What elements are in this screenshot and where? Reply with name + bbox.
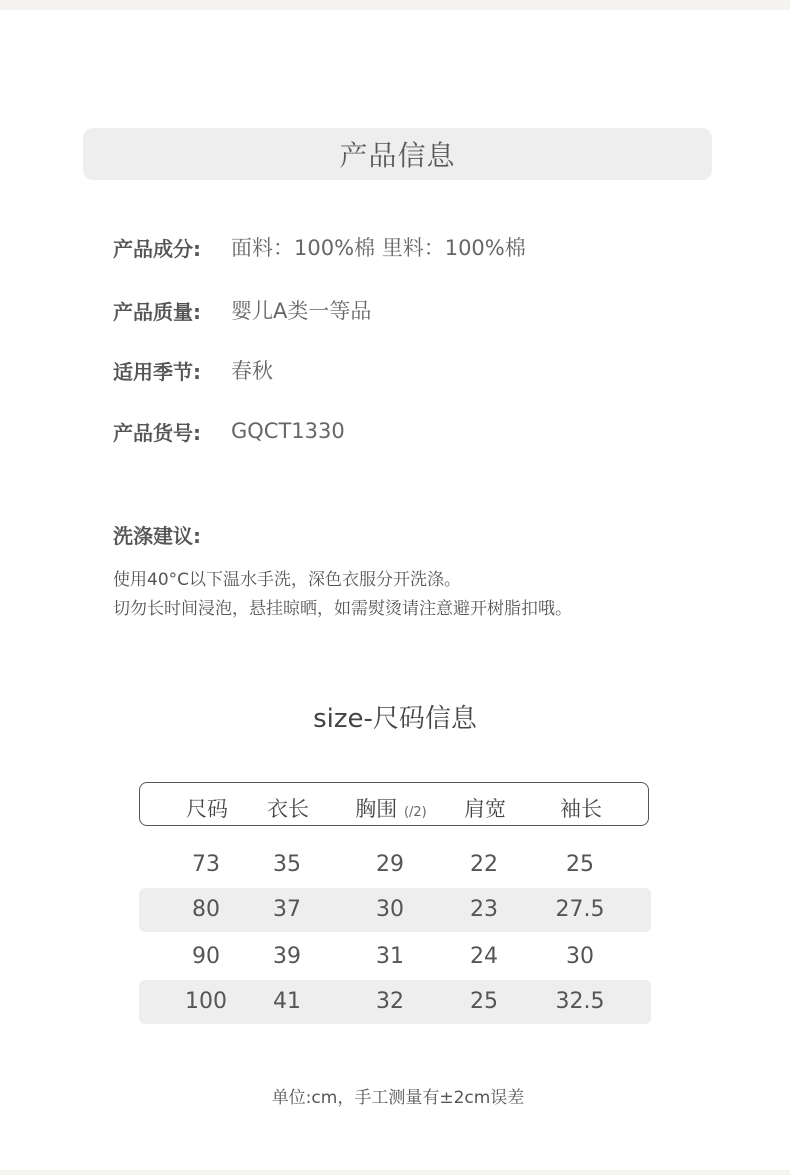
cell-length: 35	[273, 852, 301, 877]
product-info-title: 产品信息	[339, 139, 456, 172]
cell-shoulder: 25	[470, 989, 498, 1014]
info-row-composition	[113, 232, 526, 262]
cell-chest: 32	[376, 989, 404, 1014]
table-row	[139, 980, 651, 1024]
product-info-header	[83, 128, 712, 180]
composition-value: 面料：100%棉 里料：100%棉	[231, 236, 526, 260]
info-row-season	[113, 355, 273, 385]
washing-title: 洗涤建议:	[113, 524, 201, 548]
cell-size: 100	[185, 989, 227, 1014]
table-row	[139, 843, 651, 887]
cell-sleeve: 30	[566, 944, 594, 969]
cell-size: 90	[192, 944, 220, 969]
cell-shoulder: 22	[470, 852, 498, 877]
composition-label: 产品成分:	[113, 236, 201, 261]
cell-shoulder: 23	[470, 897, 498, 922]
cell-size: 80	[192, 897, 220, 922]
item-number-label: 产品货号:	[113, 420, 201, 445]
cell-sleeve: 27.5	[555, 897, 605, 922]
header-sleeve: 袖长	[560, 797, 602, 821]
cell-shoulder: 24	[470, 944, 498, 969]
header-shoulder: 肩宽	[464, 797, 506, 821]
top-border-strip	[0, 0, 790, 10]
cell-sleeve: 32.5	[555, 989, 605, 1014]
table-row	[139, 935, 651, 979]
bottom-border-strip	[0, 1170, 790, 1175]
info-row-item-number	[113, 416, 345, 446]
header-chest	[336, 793, 446, 823]
header-size: 尺码	[186, 797, 228, 821]
washing-line-1: 使用40°C以下温水手洗，深色衣服分开洗涤。	[113, 570, 462, 590]
season-label: 适用季节:	[113, 359, 201, 384]
quality-label: 产品质量:	[113, 299, 201, 324]
table-row	[139, 888, 651, 932]
washing-line-2: 切勿长时间浸泡，悬挂晾晒，如需熨烫请注意避开树脂扣哦。	[113, 599, 572, 619]
season-value: 春秋	[231, 359, 273, 383]
header-chest-label: 胸围	[355, 797, 398, 821]
size-info-title: size-尺码信息	[313, 704, 477, 734]
info-row-quality	[113, 295, 371, 325]
quality-value: 婴儿A类一等品	[231, 299, 372, 323]
cell-sleeve: 25	[566, 852, 594, 877]
measurement-note: 单位:cm，手工测量有±2cm误差	[271, 1088, 525, 1108]
cell-chest: 31	[376, 944, 404, 969]
cell-chest: 30	[376, 897, 404, 922]
item-number-value: GQCT1330	[231, 419, 345, 443]
size-table-header	[139, 782, 649, 826]
header-length: 衣长	[267, 797, 309, 821]
cell-chest: 29	[376, 852, 404, 877]
cell-length: 37	[273, 897, 301, 922]
header-chest-note: (/2)	[403, 805, 427, 820]
cell-length: 39	[273, 944, 301, 969]
cell-length: 41	[273, 989, 301, 1014]
cell-size: 73	[192, 852, 220, 877]
